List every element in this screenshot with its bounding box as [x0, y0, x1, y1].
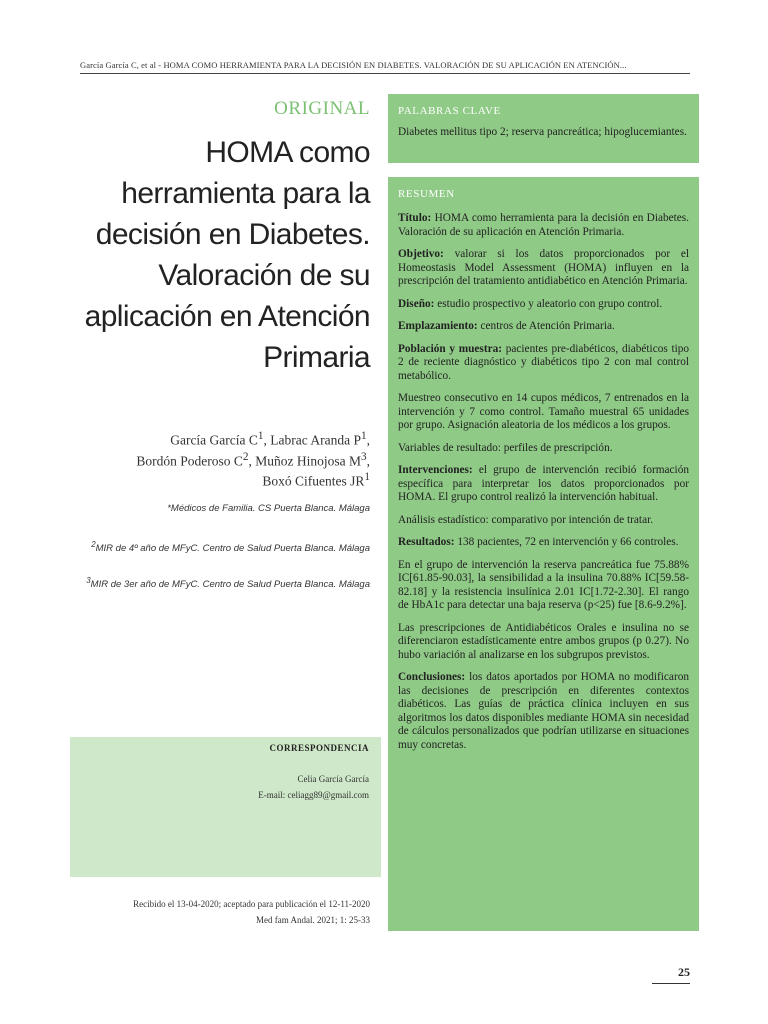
abstract-paragraph-label: Resultados:	[398, 536, 455, 548]
keywords-heading: PALABRAS CLAVE	[398, 105, 501, 117]
author-name: Muñoz Hinojosa M	[255, 453, 361, 468]
keywords-box	[388, 94, 699, 163]
abstract-paragraph	[398, 343, 689, 384]
affiliation	[70, 502, 370, 516]
affiliation-text: MIR de 3er año de MFyC. Centro de Salud Puerta Blanca. Málaga	[90, 579, 370, 591]
author-affiliation-mark: 1	[257, 430, 264, 442]
abstract-paragraph	[398, 464, 689, 505]
abstract-paragraph	[398, 392, 689, 433]
page-number: 25	[652, 965, 690, 984]
correspondence-title: CORRESPONDENCIA	[269, 743, 369, 753]
abstract-paragraph-label: Conclusiones:	[398, 671, 466, 683]
abstract-paragraph-text: 138 pacientes, 72 en intervención y 66 controles.	[457, 536, 679, 548]
section-label: ORIGINAL	[274, 98, 370, 119]
abstract-paragraph-label: Título:	[398, 212, 432, 224]
author-affiliation-mark: 1	[364, 471, 370, 483]
abstract-paragraph	[398, 248, 689, 289]
abstract-paragraph-label: Intervenciones:	[398, 464, 473, 476]
abstract-paragraph	[398, 671, 689, 752]
abstract-body	[388, 200, 699, 752]
abstract-paragraph	[398, 298, 689, 312]
abstract-paragraph	[398, 536, 689, 550]
abstract-paragraph	[398, 559, 689, 613]
affiliation-text: MIR de 4º año de MFyC. Centro de Salud Puerta Blanca. Málaga	[95, 543, 370, 555]
keywords-text: Diabetes mellitus tipo 2; reserva pancreática; hipoglucemiantes.	[398, 126, 687, 138]
abstract-paragraph-text: valorar si los datos proporcionados por el Homeostasis Model Assessment (HOMA) influyen en la prescripción del tratamiento antidiabético en Atención Primaria.	[398, 248, 690, 287]
author-separator: ,	[366, 453, 370, 468]
author-affiliation-mark: 1	[361, 430, 367, 442]
author-separator: ,	[248, 453, 256, 468]
author-name: García García C	[170, 432, 258, 448]
abstract-paragraph	[398, 442, 689, 456]
abstract-paragraph-text: Variables de resultado: perfiles de prescripción.	[398, 441, 613, 454]
affiliation	[70, 574, 370, 592]
running-header: García García C, et al - HOMA COMO HERRAMIENTA PARA LA DECISIÓN EN DIABETES. VALORACIÓN DE SU APLICACIÓN EN ATENCIÓN...	[80, 60, 690, 74]
journal-citation: Med fam Andal. 2021; 1: 25-33	[256, 915, 370, 925]
abstract-paragraph-label: Objetivo:	[398, 248, 444, 260]
correspondence-name: Celia García García	[297, 774, 369, 784]
affiliation-text: Médicos de Familia. CS Puerta Blanca. Málaga	[170, 503, 370, 514]
abstract-heading: RESUMEN	[398, 188, 455, 200]
correspondence-email[interactable]: E-mail: celiagg89@gmail.com	[258, 790, 369, 800]
author-affiliation-mark: 3	[361, 450, 367, 463]
abstract-paragraph-label: Diseño:	[398, 297, 435, 310]
affiliation-mark: *	[167, 503, 171, 514]
abstract-paragraph-text: pacientes pre-diabéticos, diabéticos tipo 2 de reciente diagnóstico y diabéticos tipo 2 con mal control metabólico.	[398, 342, 690, 382]
author-name: Boxó Cifuentes JR	[262, 473, 365, 489]
author-separator: ,	[263, 432, 271, 448]
affiliation-mark: 2	[91, 540, 96, 549]
abstract-box	[388, 177, 699, 931]
abstract-paragraph-text: centros de Atención Primaria.	[480, 320, 615, 332]
affiliation-mark: 3	[86, 576, 91, 585]
author-affiliation-mark: 2	[242, 450, 249, 463]
correspondence-box	[70, 737, 381, 877]
article-title: HOMA como herramienta para la decisión en Diabetes. Valoración de su aplicación en Atención Primaria	[84, 136, 370, 374]
abstract-paragraph	[398, 212, 689, 239]
abstract-paragraph	[398, 320, 689, 334]
author-list	[70, 428, 370, 490]
author-separator: ,	[366, 432, 370, 448]
abstract-paragraph	[398, 622, 689, 663]
affiliation	[70, 538, 370, 556]
abstract-paragraph-label: Población y muestra:	[398, 342, 503, 355]
abstract-paragraph-text: estudio prospectivo y aleatorio con grupo control.	[437, 297, 663, 310]
abstract-paragraph-text: En el grupo de intervención la reserva pancreática fue 75.88% IC[61.85-90.03], la sensibilidad a la insulina 70.88% IC[59.58-82.18] y la resistencia insulínica 2.01 IC[1.72-2.30]. El rango de HbA1c para detectar una baja reserva (p<25) fue [8.6-9.2%].	[398, 558, 689, 611]
abstract-paragraph-text: Análisis estadístico: comparativo por intención de tratar.	[398, 513, 654, 526]
abstract-paragraph-text: el grupo de intervención recibió formación específica para interpretar los datos proporcionados por HOMA. El grupo control realizó la intervención habitual.	[398, 464, 689, 503]
abstract-paragraph-text: HOMA como herramienta para la decisión en Diabetes. Valoración de su aplicación en Atención Primaria.	[398, 212, 690, 238]
received-dates: Recibido el 13-04-2020; aceptado para publicación el 12-11-2020	[133, 899, 370, 909]
abstract-paragraph-text: Las prescripciones de Antidiabéticos Orales e insulina no se diferenciaron estadísticamente entre ambos grupos (p 0.27). No hubo variación al analizarse en los subgrupos previstos.	[398, 621, 689, 661]
author-name: Bordón Poderoso C	[136, 453, 243, 468]
author-name: Labrac Aranda P	[270, 432, 361, 448]
abstract-paragraph-text: Muestreo consecutivo en 14 cupos médicos, 7 entrenados en la intervención y 7 como control. Tamaño muestral 65 unidades por grupo. Asignación aleatoria de los médicos a los grupos.	[398, 392, 689, 431]
abstract-paragraph-label: Emplazamiento:	[398, 320, 478, 332]
abstract-paragraph	[398, 514, 689, 528]
abstract-paragraph-text: los datos aportados por HOMA no modificaron las decisiones de prescripción en diferentes contextos diabéticos. Las guías de práctica clínica incluyen en sus algoritmos los datos disponibles mediante HOMA sin necesidad de cálculos personalizados que podrían utilizarse en situaciones muy concretas.	[398, 671, 689, 751]
